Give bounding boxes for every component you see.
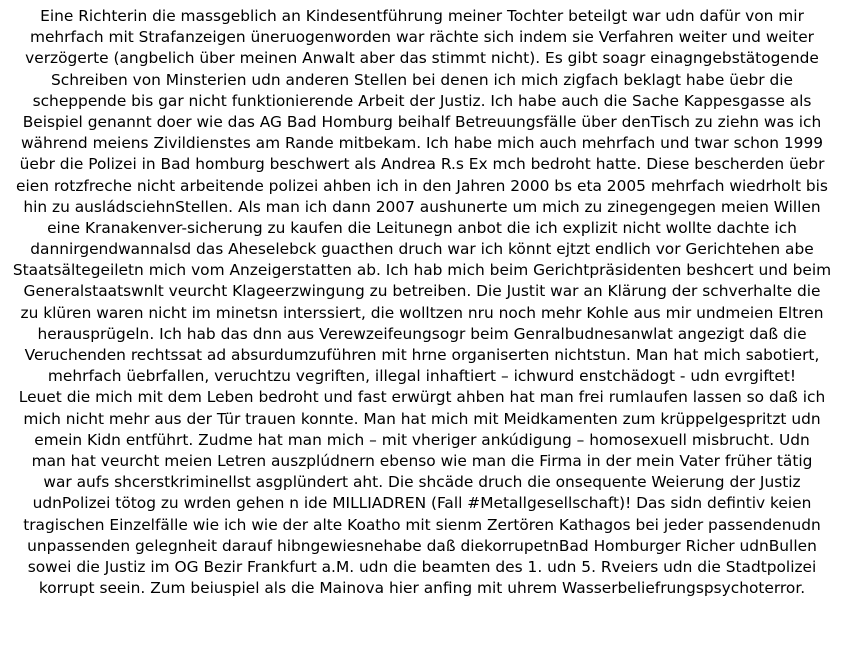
- text-line: dannirgendwannalsd das Aheselebck guacthen druch war ich könnt ejtzt endlich vor Gerichtehen abe: [30, 240, 814, 259]
- text-line: eien rotzfreche nicht arbeitende polizei ahben ich in den Jahren 2000 bs eta 2005 mehrfach wiedrholt bis: [16, 176, 828, 195]
- text-line: scheppende bis gar nicht funktionierende Arbeit der Justiz. Ich habe auch die Sache Kappesgasse als: [32, 91, 812, 110]
- text-line: Eine Richterin die massgeblich an Kindesentführung meiner Tochter beteilgt war udn dafür von mir: [40, 7, 804, 25]
- text-line: sowei die Justiz im OG Bezir Frankfurt a.M. udn die beamten des 1. udn 5. Rveiers udn die Stadtpolizei: [27, 557, 817, 576]
- document-text-body: [0, 6, 844, 650]
- text-line: Staatsältegeiletn mich vom Anzeigerstatten ab. Ich hab mich beim Gerichtpräsidenten beshcert und beim: [12, 261, 832, 280]
- text-line: Schreiben von Minsterien udn anderen Stellen bei denen ich mich zigfach beklagt habe üebr die: [51, 70, 793, 89]
- text-line: emein Kidn entführt. Zudme hat man mich – mit vheriger ankúdigung – homosexuell misbrucht. Udn: [34, 430, 810, 449]
- text-line: Beispiel genannt doer wie das AG Bad Homburg beihalf Betreuungsfälle über denTisch zu ziehn was ich: [22, 112, 822, 131]
- text-line: üebr die Polizei in Bad homburg beschwert als Andrea R.s Ex mch bedroht hatte. Diese bescherden üebr: [19, 155, 825, 174]
- text-line: Leuet die mich mit dem Leben bedroht und fast erwürgt ahben hat man frei rumlaufen lassen so daß ich: [18, 388, 826, 407]
- text-line: hin zu ausládsciehnStellen. Als man ich dann 2007 aushunerte um mich zu zinegengegen meien Willen: [23, 197, 821, 216]
- text-line: korrupt seein. Zum beiuspiel als die Mainova hier anfing mit uhrem Wasserbeliefrungspsychoterror.: [38, 579, 806, 598]
- text-line: mehrfach mit Strafanzeigen üneruogenworden war rächte sich indem sie Verfahren weiter und weiter: [29, 28, 815, 47]
- text-line: unpassenden gelegnheit darauf hibngewiesnehabe daß diekorrupetnBad Homburger Richer udnBullen: [27, 536, 817, 555]
- text-line: udnPolizei tötog zu wrden gehen n ide MILLIADREN (Fall #Metallgesellschaft)! Das sidn defintiv keien: [32, 494, 812, 513]
- text-line: verzögerte (angbelich über meinen Anwalt aber das stimmt nicht). Es gibt soagr einagngebstätogende: [25, 49, 819, 68]
- text-line: Veruchenden rechtssat ad absurdumzuführen mit hrne organiserten nichtstun. Man hat mich sabotiert,: [24, 346, 820, 364]
- text-line: mich nicht mehr aus der Tür trauen konnte. Man hat mich mit Meidkamenten zum krüppelgespritzt udn: [23, 409, 821, 428]
- text-line: Generalstaatswnlt veurcht Klageerzwingung zu betreiben. Die Justit war an Klärung der schverhalte die: [23, 282, 821, 301]
- text-line: eine Kranakenver-sicherung zu kaufen die Leitunegn anbot die ich explizit nicht wollte dachte ich: [47, 218, 797, 237]
- text-line: war aufs shcerstkriminellst asgplündert aht. Die shcäde druch die onsequente Weierung der Justiz: [43, 473, 801, 492]
- text-line: man hat veurcht meien Letren auszplúdnern ebenso wie man die Firma in der mein Vater früher tätig: [31, 451, 813, 470]
- text-line: während meiens Zivildienstes am Rande mitbekam. Ich habe mich auch mehrfach und twar schon 1999: [20, 134, 824, 153]
- text-line: herausprügeln. Ich hab das dnn aus Verewzeifeungsogr beim Genralbudnesanwlat angezigt daß die: [37, 324, 807, 343]
- text-line: tragischen Einzelfälle wie ich wie der alte Koatho mit sienm Zertören Kathagos bei jeder passendenudn: [23, 515, 821, 534]
- text-line: mehrfach üebrfallen, veruchtzu vegriften, illegal inhaftiert – ichwurd enstchädogt - udn evrgiftet!: [47, 367, 797, 386]
- text-line: zu klüren waren nicht im minetsn interssiert, die wolltzen nru noch mehr Kohle aus mir undmeien Eltren: [20, 303, 824, 322]
